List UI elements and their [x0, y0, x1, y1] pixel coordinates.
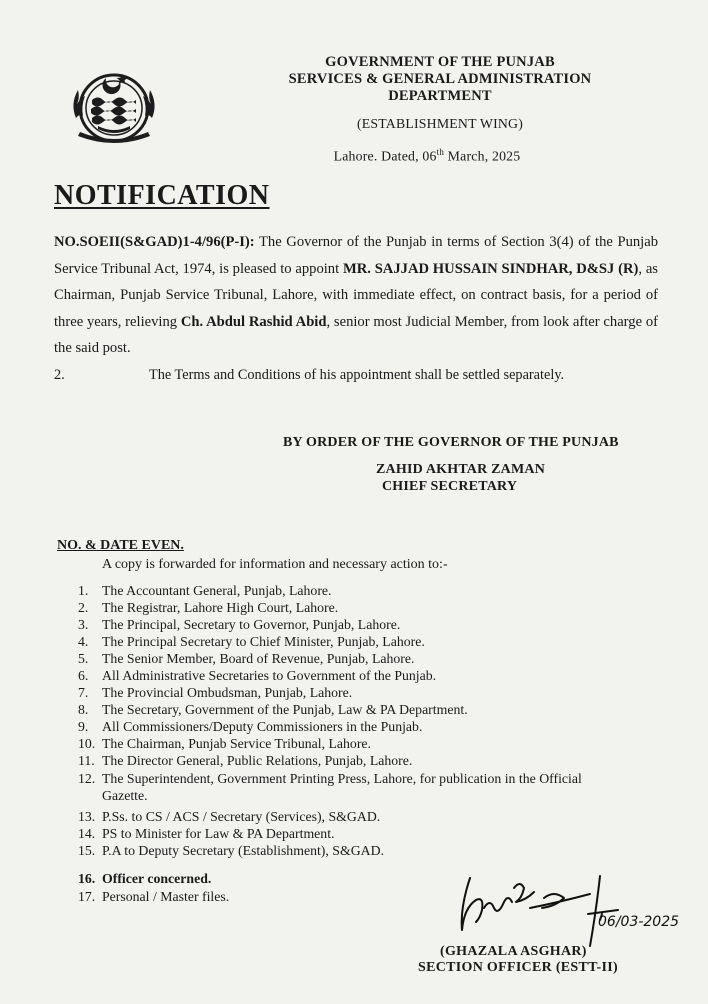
- reference-number: NO.SOEII(S&GAD)1-4/96(P-I):: [54, 234, 255, 250]
- distribution-heading: NO. & DATE EVEN.: [57, 538, 184, 553]
- list-item: 9. All Commissioners/Deputy Commissioners in the Punjab.: [78, 719, 423, 734]
- signature-icon: [440, 868, 690, 956]
- list-item: 1. The Accountant General, Punjab, Lahore.: [78, 583, 332, 598]
- paragraph-2-text: The Terms and Conditions of his appointment shall be settled separately.: [149, 367, 565, 383]
- list-item: 17. Personal / Master files.: [78, 889, 230, 904]
- notification-body: NO.SOEII(S&GAD)1-4/96(P-I): The Governor of the Punjab in terms of Section 3(4) of the Punjab Service Tribunal Act, 1974, is pleased to appoint MR. SAJJAD HUSSAIN SINDHAR, D&SJ (R), as Chairman, Punjab Service Tribunal, Lahore, with immediate effect, on contract basis, for a period of three years, relieving Ch. Abdul Rashid Abid, senior most Judicial Member, from look after charge of the said post.: [54, 234, 658, 356]
- list-item: 7. The Provincial Ombudsman, Punjab, Lahore.: [78, 685, 353, 700]
- header-date: Lahore. Dated, 06th March, 2025: [333, 147, 521, 164]
- section-officer-designation: SECTION OFFICER (ESTT-II): [418, 960, 618, 975]
- header-department-line2: DEPARTMENT: [388, 88, 492, 104]
- chief-secretary-designation: CHIEF SECRETARY: [382, 479, 518, 494]
- section-officer-name: (GHAZALA ASGHAR): [440, 944, 587, 959]
- list-item: 4. The Principal Secretary to Chief Minister, Punjab, Lahore.: [78, 634, 425, 649]
- list-item: 13. P.Ss. to CS / ACS / Secretary (Services), S&GAD.: [78, 809, 381, 824]
- list-item: 12. The Superintendent, Government Printing Press, Lahore, for publication in the Official: [78, 771, 582, 786]
- relieved-officer: Ch. Abdul Rashid Abid: [180, 313, 327, 330]
- list-item: 6. All Administrative Secretaries to Government of the Punjab.: [78, 668, 437, 683]
- list-item-continuation: Gazette.: [102, 788, 148, 803]
- list-item: 2. The Registrar, Lahore High Court, Lahore.: [78, 600, 339, 615]
- by-order-line: BY ORDER OF THE GOVERNOR OF THE PUNJAB: [283, 435, 619, 450]
- chief-secretary-name: ZAHID AKHTAR ZAMAN: [376, 462, 546, 477]
- list-item: 14. PS to Minister for Law & PA Department.: [78, 826, 335, 841]
- header-wing: (ESTABLISHMENT WING): [356, 116, 524, 131]
- punjab-emblem-icon: [62, 62, 166, 148]
- list-item: 8. The Secretary, Government of the Punjab, Law & PA Department.: [78, 702, 468, 717]
- page-title: NOTIFICATION: [54, 180, 270, 211]
- list-item: 15. P.A to Deputy Secretary (Establishment), S&GAD.: [78, 843, 385, 858]
- appointee-name: MR. SAJJAD HUSSAIN SINDHAR, D&SJ (R): [342, 260, 639, 277]
- header-department-line1: SERVICES & GENERAL ADMINISTRATION: [288, 71, 592, 87]
- header-government: GOVERNMENT OF THE PUNJAB: [325, 54, 555, 70]
- paragraph-2-number: 2.: [54, 367, 65, 383]
- distribution-intro: A copy is forwarded for information and necessary action to:-: [102, 557, 448, 572]
- list-item: 11. The Director General, Public Relations, Punjab, Lahore.: [78, 753, 413, 768]
- list-item: 10. The Chairman, Punjab Service Tribunal, Lahore.: [78, 736, 371, 751]
- list-item: 5. The Senior Member, Board of Revenue, Punjab, Lahore.: [78, 651, 415, 666]
- signature-date: 06/03-2025: [598, 914, 680, 930]
- list-item: 3. The Principal, Secretary to Governor, Punjab, Lahore.: [78, 617, 401, 632]
- list-item: 16. Officer concerned.: [78, 871, 212, 886]
